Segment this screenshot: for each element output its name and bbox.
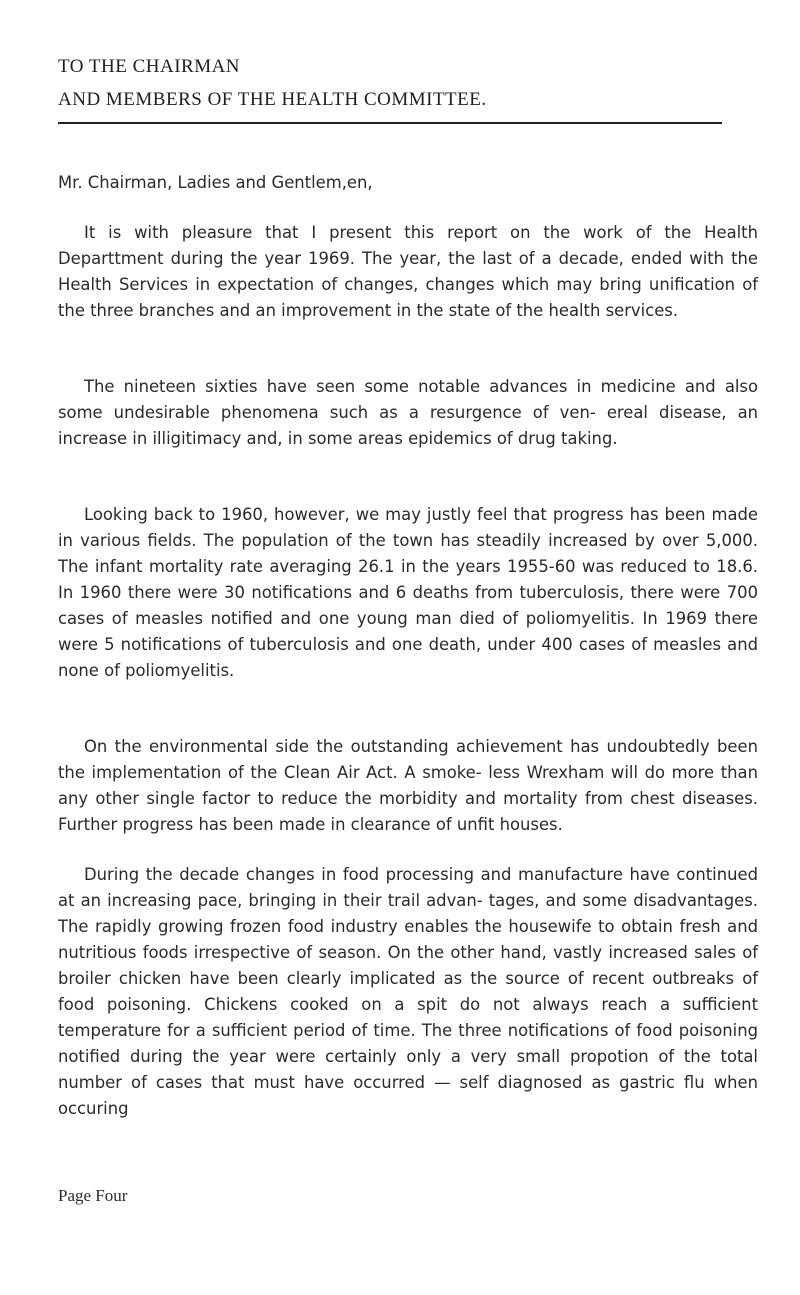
paragraph-intro: It is with pleasure that I present this report on the work of the Health Departtment during the year 1969. The year, the last of a decade, ended with the Health Services in expectation of changes, changes which may bring unification of the three branches and an improvement in the state of the health services. [58,223,758,320]
heading-divider [58,122,722,124]
page-number: Page Four [58,1186,128,1205]
salutation: Mr. Chairman, Ladies and Gentlem,en, [58,173,373,192]
heading-addressee: TO THE CHAIRMAN [58,56,241,77]
paragraph-food: During the decade changes in food processing and manufacture have continued at an increasing pace, bringing in their trail advan- tages, and some disadvantages. The rapidly growing frozen food industry enables the housewife to obtain fresh and nutritious foods irrespective of season. On the other hand, vastly increased sales of broiler chicken have been clearly implicated as the source of recent outbreaks of food poisoning. Chickens cooked on a spit do not always reach a sufficient temperature for a sufficient period of time. The three notifications of food poisoning notified during the year were certainly only a very small propotion of the total number of cases that must have occurred — self diagnosed as gastric flu when occuring [58,865,758,1118]
heading-committee: AND MEMBERS OF THE HEALTH COMMITTEE. [58,89,487,110]
paragraph-progress: Looking back to 1960, however, we may justly feel that progress has been made in various fields. The population of the town has steadily increased by over 5,000. The infant mortality rate averaging 26.1 in the years 1955-60 was reduced to 18.6. In 1960 there were 30 notifications and 6 deaths from tuberculosis, there were 700 cases of measles notified and one young man died of poliomyelitis. In 1969 there were 5 notifications of tuberculosis and one death, under 400 cases of measles and none of poliomyelitis. [58,505,758,680]
paragraph-environment: On the environmental side the outstanding achievement has undoubtedly been the implementation of the Clean Air Act. A smoke- less Wrexham will do more than any other single factor to reduce the morbidity and mortality from chest diseases. Further progress has been made in clearance of unfit houses. [58,737,758,834]
paragraph-sixties: The nineteen sixties have seen some notable advances in medicine and also some undesirable phenomena such as a resurgence of ven- ereal disease, an increase in illigitimacy and, in some areas epidemics of drug taking. [58,377,758,448]
